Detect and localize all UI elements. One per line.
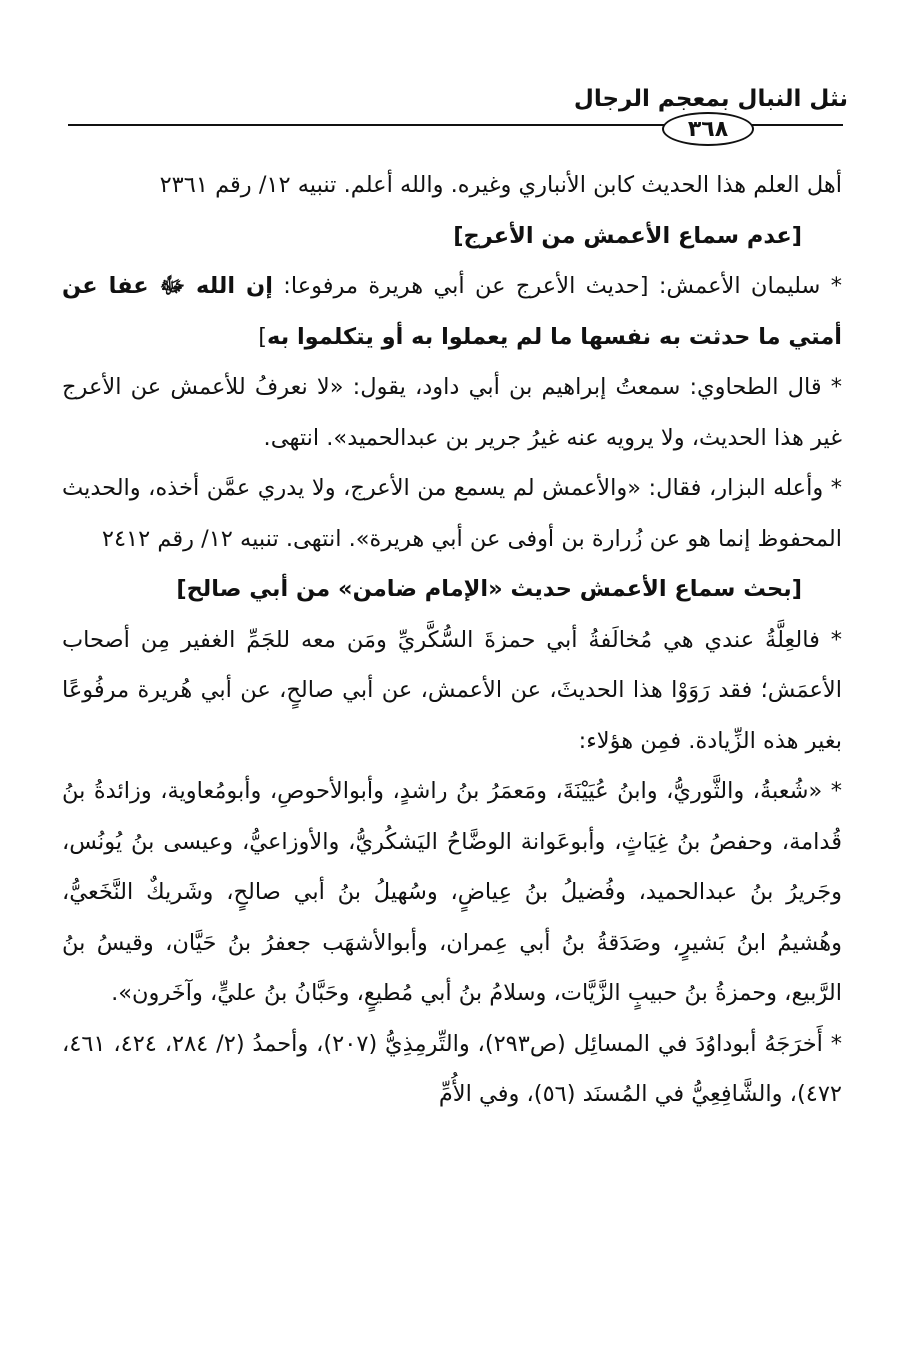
text-segment: * قال الطحاوي: سمعتُ إبراهيم بن أبي داود، يقول: «لا نعرفُ للأعمش عن الأعرج غير هذا الحديث، ولا يرويه عنه غيرُ جرير بن عبدالحميد». انتهى. <box>62 374 842 451</box>
page-number: ٣٦٨ <box>662 112 754 146</box>
text-segment: * وأعله البزار، فقال: «والأعمش لم يسمع من الأعرج، ولا يدري عمَّن أخذه، والحديث المحفوظ إنما هو عن زُرارة بن أوفى عن أبي هريرة». انتهى. تنبيه ١٢/ رقم ٢٤١٢ <box>62 475 842 552</box>
paragraph <box>62 766 842 1019</box>
text-segment: ] <box>258 323 268 350</box>
section-title <box>62 564 842 615</box>
paragraph <box>62 463 842 564</box>
text-segment: * أَخرَجَهُ أبوداوُدَ في المسائِل (ص٢٩٣)، والتِّرمِذِيُّ (٢٠٧)، وأحمدُ (٢/ ٢٨٤، ٤٢٤، ٤٦١، ٤٧٢)، والشَّافِعِيُّ في المُسنَد (٥٦)، وفي الأُمِّ <box>62 1030 842 1107</box>
paragraph <box>62 615 842 767</box>
text-segment: [بحث سماع الأعمش حديث «الإمام ضامن» من أبي صالح] <box>176 576 802 602</box>
text-segment: إن الله ﷻ عفا عن أمتي ما حدثت به نفسها ما لم يعملوا به أو يتكلموا به <box>62 273 842 350</box>
section-title <box>62 211 842 262</box>
text-segment: أهل العلم هذا الحديث كابن الأنباري وغيره. والله أعلم. تنبيه ١٢/ رقم ٢٣٦١ <box>159 172 842 198</box>
paragraph <box>62 1019 842 1120</box>
running-header-title: نثل النبال بمعجم الرجال <box>573 86 848 112</box>
text-segment: * سليمان الأعمش: [حديث الأعرج عن أبي هريرة مرفوعا: <box>272 273 842 299</box>
text-segment: * «شُعبةُ، والثَّوريُّ، وابنُ عُيَيْنَةَ، ومَعمَرُ بنُ راشدٍ، وأبوالأحوصِ، وأبومُعاوية، وزائدةُ بنُ قُدامة، وحفصُ بنُ غِيَاثٍ، وأبوعَوانة الوضَّاحُ اليَشكُريُّ، والأوزاعيُّ، وعيسى بنُ يُونُس، وجَريرُ بنُ عبدالحميد، وفُضيلُ بنُ عِياضٍ، وسُهيلُ بنُ أبي صالحٍ، وشَريكٌ النَّخَعيُّ، وهُشيمُ ابنُ بَشيرٍ، وصَدَقةُ بنُ أبي عِمران، وأبوالأشهَب جعفرُ بنُ حَيَّان، وقيسُ بنُ الرَّبيع، وحمزةُ بنُ حبيبٍ الزَّيَّات، وسلامُ بنُ أبي مُطيعٍ، وحَبَّانُ بنُ عليٍّ، وآخَرون». <box>62 778 842 1006</box>
body-text <box>62 160 842 1120</box>
paragraph <box>62 362 842 463</box>
paragraph <box>62 160 842 211</box>
text-segment: [عدم سماع الأعمش من الأعرج] <box>453 222 802 249</box>
text-segment: * فالعِلَّةُ عندي هي مُخالَفةُ أبي حمزةَ السُّكَّريِّ ومَن معه للجَمِّ الغفير مِن أصحاب الأعمَش؛ فقد رَوَوْا هذا الحديثَ، عن الأعمش، عن أبي صالحٍ، عن أبي هُريرة مرفُوعًا بغير هذه الزِّيادة. فمِن هؤلاء: <box>62 626 842 754</box>
paragraph <box>62 261 842 362</box>
